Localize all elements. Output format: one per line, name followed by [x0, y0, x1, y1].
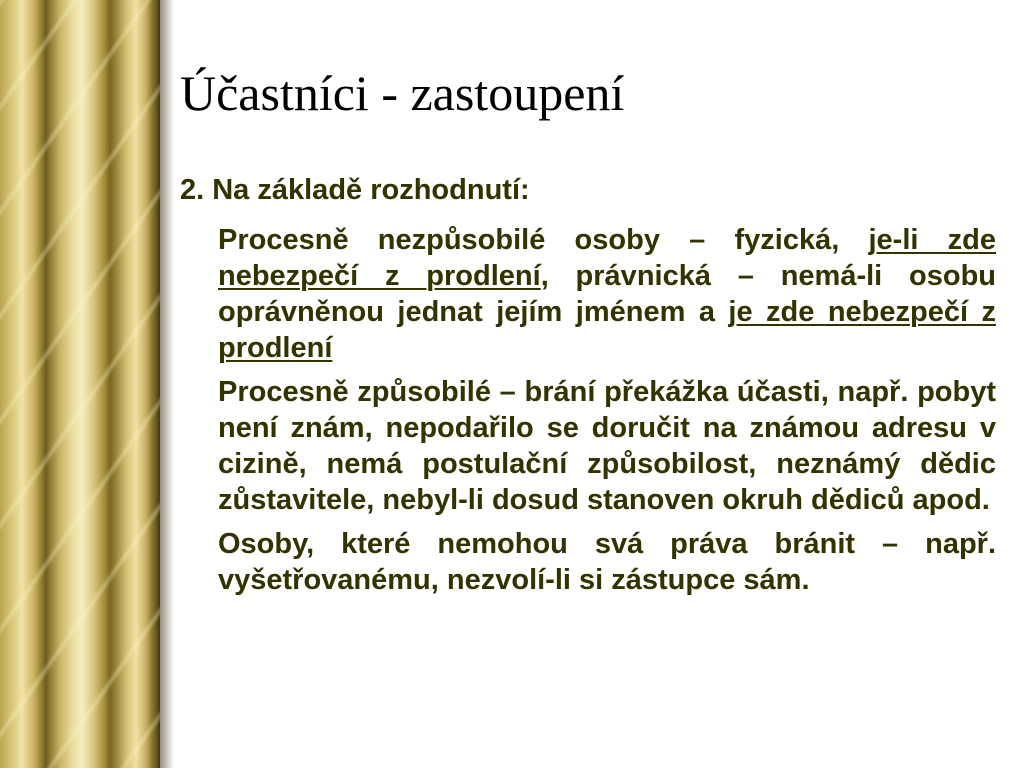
slide-body [180, 170, 996, 606]
paragraph-incapable-persons [218, 222, 996, 366]
paragraph-capable-persons: Procesně způsobilé – brání překážka účasti, např. pobyt není znám, nepodařilo se doručit na známou adresu v cizině, nemá postulační způsobilost, neznámý dědic zůstavitele, nebyl-li dosud stanoven okruh dědiců apod. [218, 376, 996, 516]
underlined-phrase: je zde nebezpečí z prodlení [218, 296, 996, 364]
paragraph-text: Procesně nezpůsobilé osoby – fyzická, [218, 224, 869, 256]
slide-title: Účastníci - zastoupení [180, 65, 625, 121]
paragraph-cannot-defend: Osoby, které nemohou svá práva bránit – např. vyšetřovanému, nezvolí-li si zástupce sám. [218, 528, 996, 596]
underlined-phrase: je-li zde nebezpečí z prodlení [218, 224, 996, 292]
paragraph-text: , právnická – nemá-li osobu oprávněnou jednat jejím jménem a [218, 260, 997, 328]
column-shadow [160, 0, 174, 768]
section-heading: 2. Na základě rozhodnutí: [180, 174, 530, 206]
decorative-column [0, 0, 160, 768]
